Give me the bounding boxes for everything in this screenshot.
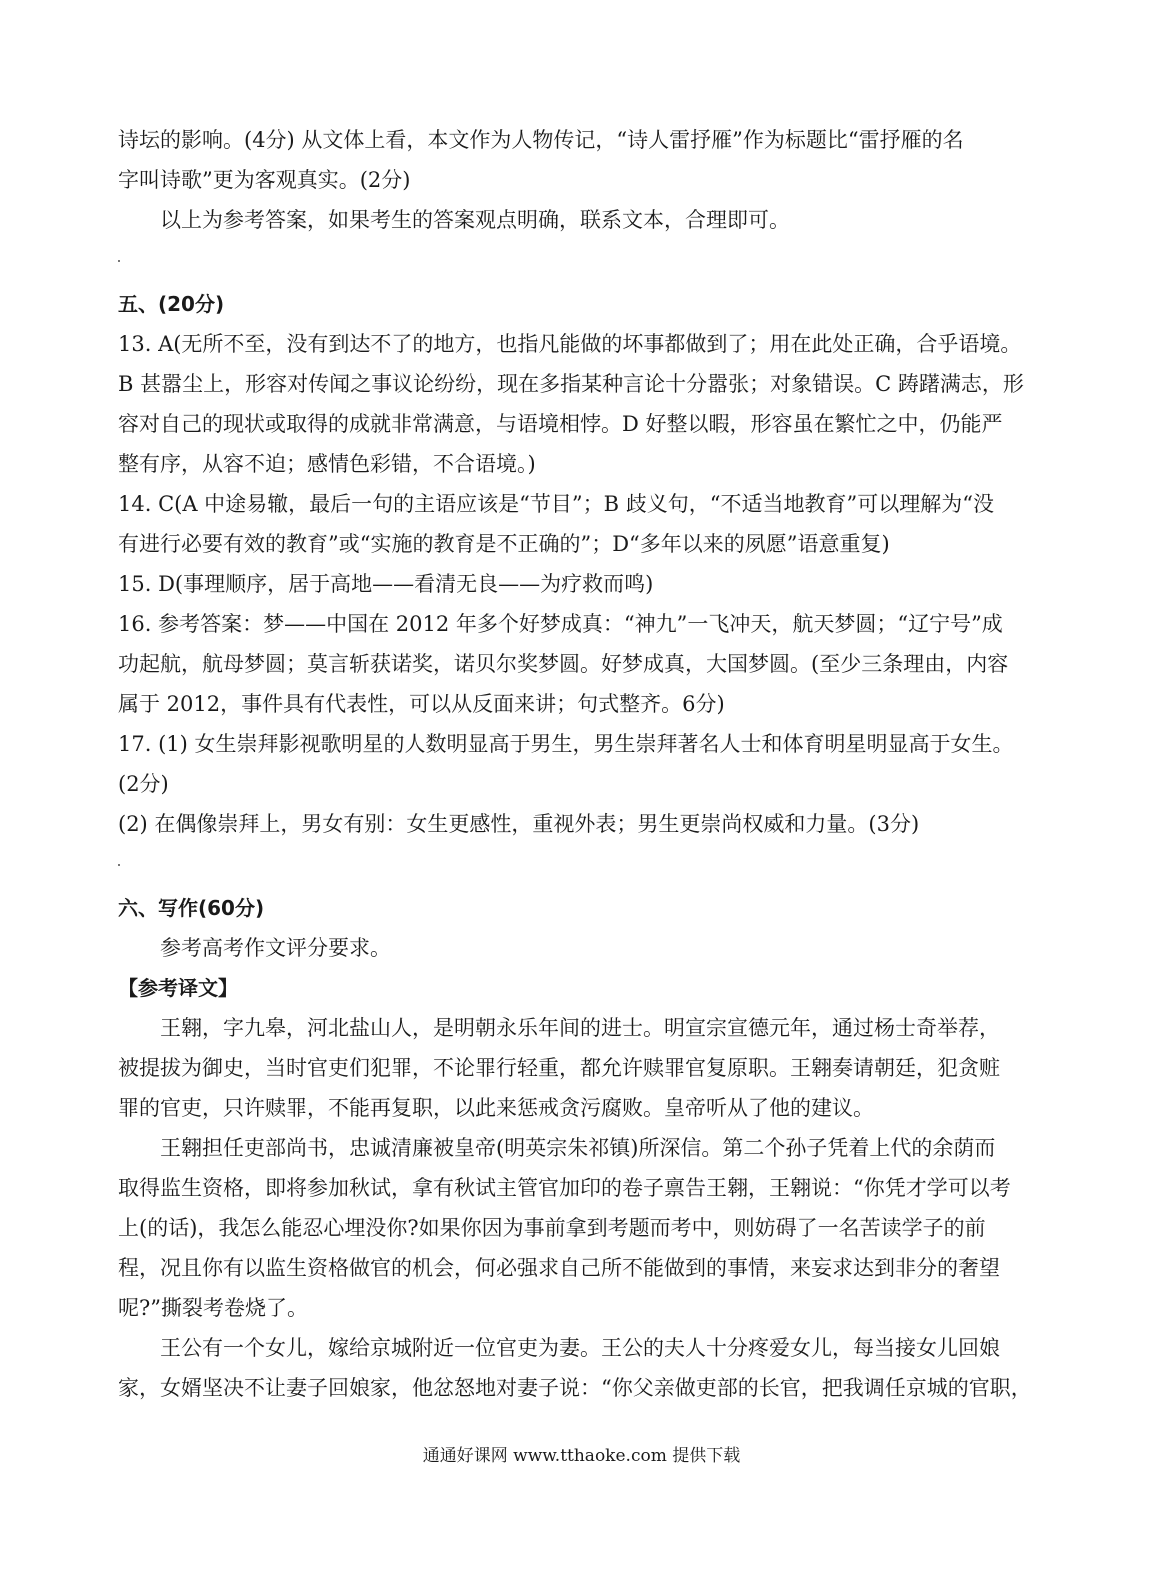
text-line: 字叫诗歌”更为客观真实。(2分) — [118, 168, 411, 192]
scan-dot — [118, 864, 120, 866]
translation-line: 王翱担任吏部尚书，忠诚清廉被皇帝(明英宗朱祁镇)所深信。第二个孙子凭着上代的余荫而 — [160, 1136, 996, 1160]
answer-line: 有进行必要有效的教育”或“实施的教育是不正确的”；D“多年以来的夙愿”语意重复) — [118, 532, 890, 556]
translation-line: 取得监生资格，即将参加秋试，拿有秋试主管官加印的卷子禀告王翱，王翱说：“你凭才学可以考 — [118, 1176, 1011, 1200]
translation-heading: 【参考译文】 — [118, 976, 238, 1000]
answer-note: 以上为参考答案，如果考生的答案观点明确，联系文本，合理即可。 — [160, 208, 790, 232]
translation-line: 罪的官吏，只许赎罪，不能再复职，以此来惩戒贪污腐败。皇帝听从了他的建议。 — [118, 1096, 874, 1120]
answer-line: B 甚嚣尘上，形容对传闻之事议论纷纷，现在多指某种言论十分嚣张；对象错误。C 踌躇满志，形 — [118, 372, 1024, 396]
translation-line: 家，女婿坚决不让妻子回娘家，他忿怒地对妻子说：“你父亲做吏部的长官，把我调任京城的官职， — [118, 1376, 1032, 1400]
answer-line: 17. (1) 女生崇拜影视歌明星的人数明显高于男生，男生崇拜著名人士和体育明星明显高于女生。 — [118, 732, 1014, 756]
translation-line: 程，况且你有以监生资格做官的机会，何必强求自己所不能做到的事情，来妄求达到非分的奢望 — [118, 1256, 1000, 1280]
answer-line: 功起航，航母梦圆；莫言斩获诺奖，诺贝尔奖梦圆。好梦成真，大国梦圆。(至少三条理由，内容 — [118, 652, 1009, 676]
translation-line: 王翱，字九皋，河北盐山人，是明朝永乐年间的进士。明宣宗宣德元年，通过杨士奇举荐， — [160, 1016, 1000, 1040]
section-heading: 五、(20分) — [118, 292, 225, 316]
translation-line: 呢?”撕裂考卷烧了。 — [118, 1296, 308, 1320]
section-gap — [118, 844, 1043, 888]
answer-line: 容对自己的现状或取得的成就非常满意，与语境相悖。D 好整以暇，形容虽在繁忙之中，仍能严 — [118, 412, 1003, 436]
answer-line: 15. D(事理顺序，居于高地——看清无良——为疗救而鸣) — [118, 572, 654, 596]
section4-tail — [118, 120, 1043, 240]
translation-body — [118, 1008, 1043, 1408]
answer-line: 13. A(无所不至，没有到达不了的地方，也指凡能做的坏事都做到了；用在此处正确，合乎语境。 — [118, 332, 1022, 356]
page-footer: 通通好课网 www.tthaoke.com 提供下载 — [422, 1446, 741, 1466]
answer-line: 16. 参考答案：梦——中国在 2012 年多个好梦成真：“神九”一飞冲天，航天梦圆；“辽宁号”成 — [118, 612, 1003, 636]
answer-line: 14. C(A 中途易辙，最后一句的主语应该是“节目”；B 歧义句，“不适当地教育”可以理解为“没 — [118, 492, 994, 516]
text-line: 诗坛的影响。(4分) 从文体上看，本文作为人物传记，“诗人雷抒雁”作为标题比“雷抒雁的名 — [118, 128, 964, 152]
section-heading: 六、写作(60分) — [118, 896, 265, 920]
translation-line: 上(的话)，我怎么能忍心埋没你?如果你因为事前拿到考题而考中，则妨碍了一名苦读学子的前 — [118, 1216, 986, 1240]
section5 — [118, 284, 1043, 844]
writing-requirement: 参考高考作文评分要求。 — [160, 936, 391, 960]
answer-line: 整有序，从容不迫；感情色彩错，不合语境。) — [118, 452, 536, 476]
document-page — [118, 120, 1043, 1408]
answer-line: 属于 2012，事件具有代表性，可以从反面来讲；句式整齐。6分) — [118, 692, 725, 716]
section6 — [118, 888, 1043, 1408]
translation-line: 被提拔为御史，当时官吏们犯罪，不论罪行轻重，都允许赎罪官复原职。王翱奏请朝廷，犯贪赃 — [118, 1056, 1000, 1080]
answer-line: (2分) — [118, 772, 169, 796]
answer-line: (2) 在偶像崇拜上，男女有别：女生更感性，重视外表；男生更崇尚权威和力量。(3分) — [118, 812, 920, 836]
scan-dot — [118, 260, 120, 262]
translation-line: 王公有一个女儿，嫁给京城附近一位官吏为妻。王公的夫人十分疼爱女儿，每当接女儿回娘 — [160, 1336, 1000, 1360]
section-gap — [118, 240, 1043, 284]
